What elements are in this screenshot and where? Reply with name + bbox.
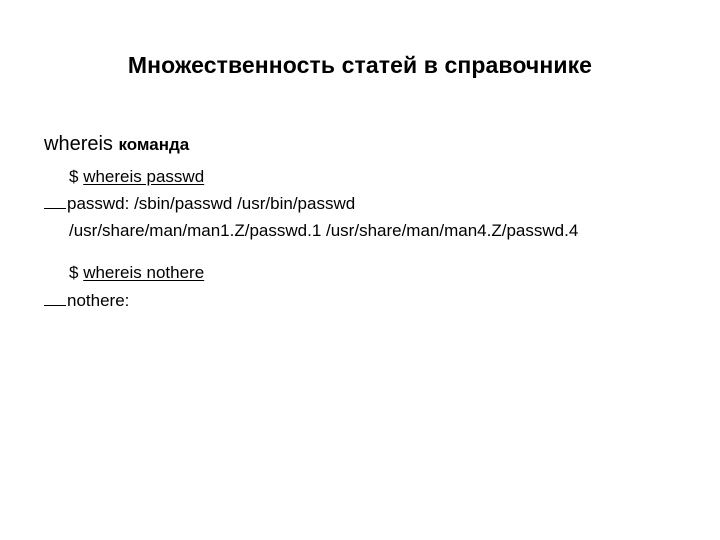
- example2-prompt: $: [69, 263, 79, 282]
- example1-output1-text: passwd: /sbin/passwd /usr/bin/passwd: [67, 194, 356, 213]
- example1-command: whereis passwd: [83, 167, 205, 186]
- example1-output-line1: [44, 193, 355, 215]
- section-heading: [44, 133, 189, 156]
- example2-command-line: [69, 262, 204, 284]
- example1-command-line: [69, 166, 204, 188]
- example2-command: whereis nothere: [83, 263, 205, 282]
- output-lead-rule: [44, 208, 66, 209]
- example1-output2-text: /usr/share/man/man1.Z/passwd.1 /usr/share/man/man4.Z/passwd.4: [69, 221, 579, 240]
- heading-label: команда: [118, 135, 190, 154]
- slide-title: Множественность статей в справочнике: [127, 52, 593, 78]
- example2-output-line1: [44, 290, 129, 312]
- example2-output1-text: nothere:: [67, 291, 130, 310]
- example1-output-line2: [69, 220, 578, 242]
- output-lead-rule: [44, 305, 66, 306]
- example1-prompt: $: [69, 167, 79, 186]
- heading-command: whereis: [44, 133, 113, 155]
